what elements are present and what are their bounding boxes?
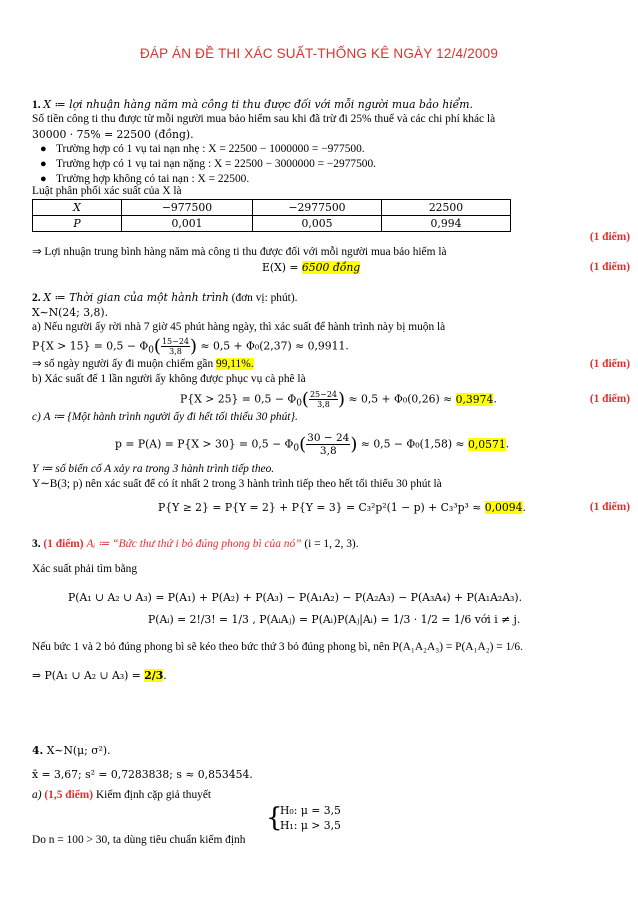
q2-a-text: a) Nếu người ấy rời nhà 7 giờ 45 phút hàng ngày, thì xác suất để hành trình này bị muộn là (32, 321, 446, 333)
points-label: (1 điểm) (589, 261, 630, 273)
q3-result: ⇒ P(A₁ ∪ A₂ ∪ A₃) = 2/3. (32, 669, 167, 682)
q3-formula-1: P(A₁ ∪ A₂ ∪ A₃) = P(A₁) + P(A₂) + P(A₃) − P(A₁A₂) − P(A₂A₃) − P(A₃A₄) + P(A₁A₂A₃). (68, 591, 523, 604)
q2-b-formula: $P\{X > 25\} = 0,5 - \Phi_0$( $\frac{25-24}{3,8}$ ) ≈ 0,5 + Φ₀(0,26) ≈ 0,3974. (180, 389, 497, 410)
q1-bullet-3: Trường hợp không có tai nạn : X = 22500. (56, 173, 250, 185)
q1-mean-intro: ⇒ Lợi nhuận trung bình hàng năm mà công ti thu được đối với mỗi người mua bảo hiểm là (32, 246, 447, 258)
table-cell: −977500 (122, 200, 253, 216)
points-label: (1 điểm) (589, 501, 630, 513)
q2-a-conclusion: ⇒ số ngày người ấy đi muộn chiếm gần 99,11%. (32, 358, 254, 370)
highlight-value: 2/3 (144, 669, 164, 682)
q4-stats: x̄ = 3,67; s² = 0,7283838; s ≈ 0,853454. (32, 768, 253, 781)
q1-line2: Số tiền công ti thu được từ mỗi người mua bảo hiểm sau khi đã trừ đi 25% thuế và các chi phí khác là (32, 113, 496, 125)
q4-since: Do n = 100 > 30, ta dùng tiêu chuẩn kiểm định (32, 834, 246, 846)
q2-y-dist: Y∼B(3; p) nên xác suất để có ít nhất 2 trong 3 hành trình tiếp theo hết tối thiểu 30 phút là (32, 478, 442, 490)
q1-mean-formula: E(X) = 6500 đồng (262, 261, 361, 274)
q4-hypotheses: { H₀: μ = 3,5 H₁: μ > 3,5 (266, 803, 341, 833)
q3-heading: 3. (1 điểm) Aᵢ ≔ “Bức thư thứ i bỏ đúng phong bì của nó” (i = 1, 2, 3). (32, 538, 359, 550)
q2-distribution: X∼N(24; 3,8). (32, 306, 109, 319)
table-cell: P (33, 216, 122, 232)
q1-line3: 30000 · 75% = 22500 (đồng). (32, 128, 194, 141)
q3-formula-2: P(Aᵢ) = 2!/3! = 1/3 , P(AᵢAⱼ) = P(Aᵢ)P(Aⱼ|Aᵢ) = 1/3 · 1/2 = 1/6 với i ≠ j. (148, 613, 521, 626)
q3-need: Xác suất phải tìm bằng (32, 563, 138, 575)
q1-bullet-2: Trường hợp có 1 vụ tai nạn nặng : X = 22500 − 3000000 = −2977500. (56, 158, 377, 170)
brace-icon: { (266, 803, 283, 833)
q2-y-def: Y ≔ số biến cố A xảy ra trong 3 hành trình tiếp theo. (32, 463, 275, 475)
distribution-table (32, 199, 511, 232)
q3-if-text: Nếu bức 1 và 2 bỏ đúng phong bì sẽ kéo theo bức thứ 3 bỏ đúng phong bì, nên P(A₁A₂A₃) = P(A₁A₂) = 1/6. (32, 641, 523, 653)
q1-definition: X ≔ lợi nhuận hàng năm mà công ti thu được đối với mỗi người mua bảo hiểm. (43, 98, 473, 111)
q2-heading: 2. X ≔ Thời gian của một hành trình (đơn vị: phút). (32, 291, 298, 304)
q2-y-formula: P{Y ≥ 2} = P{Y = 2} + P{Y = 3} = C₃²p²(1 − p) + C₃³p³ ≈ 0,0094. (158, 501, 526, 514)
bullet-icon: ● (40, 143, 47, 155)
q1-heading: 1. X ≔ lợi nhuận hàng năm mà công ti thu được đối với mỗi người mua bảo hiểm. (32, 98, 473, 111)
q2-c-formula: $p = P(A) = P\{X > 30\} = 0,5 - \Phi_0$( $\frac{30 - 24}{3,8}$ ) ≈ 0,5 − Φ₀(1,58) ≈ 0,0571. (115, 432, 510, 457)
table-cell: X (33, 200, 122, 216)
table-row (33, 200, 511, 216)
table-cell: 22500 (382, 200, 511, 216)
page-title: ĐÁP ÁN ĐỀ THI XÁC SUẤT-THỐNG KÊ NGÀY 12/4/2009 (139, 46, 499, 61)
q4-heading: 4. X∼N(μ; σ²). (32, 744, 111, 757)
bullet-icon: ● (40, 158, 47, 170)
highlight-value: 0,3974 (455, 392, 494, 406)
points-label: (1 điểm) (589, 358, 630, 370)
q2-c-text: c) A ≔ {Một hành trình người ấy đi hết tối thiểu 30 phút}. (32, 411, 298, 423)
q1-bullet-1: Trường hợp có 1 vụ tai nạn nhẹ : X = 22500 − 1000000 = −977500. (56, 143, 365, 155)
q4-a-text: a) (1,5 điểm) Kiểm định cặp giả thuyết (32, 789, 212, 801)
q2-b-text: b) Xác suất để 1 lần người ấy không được phục vụ cà phê là (32, 373, 306, 385)
q2-a-formula: $P\{X > 15\} = 0,5 - \Phi_0$( $\frac{15-24}{3,8}$ ) ≈ 0,5 + Φ₀(2,37) ≈ 0,9911. (32, 336, 349, 357)
table-cell: 0,001 (122, 216, 253, 232)
mean-value: 6500 đồng (301, 261, 361, 274)
q1-law-intro: Luật phân phối xác suất của X là (32, 185, 182, 197)
highlight-value: 99,11%. (216, 358, 254, 370)
table-cell: 0,005 (253, 216, 382, 232)
table-cell: 0,994 (382, 216, 511, 232)
highlight-value: 0,0094 (484, 501, 523, 514)
bullet-icon: ● (40, 173, 47, 185)
points-label: (1 điểm) (589, 393, 630, 405)
table-cell: −2977500 (253, 200, 382, 216)
highlight-value: 0,0571 (467, 437, 506, 451)
points-label: (1 điểm) (589, 231, 630, 243)
table-row (33, 216, 511, 232)
